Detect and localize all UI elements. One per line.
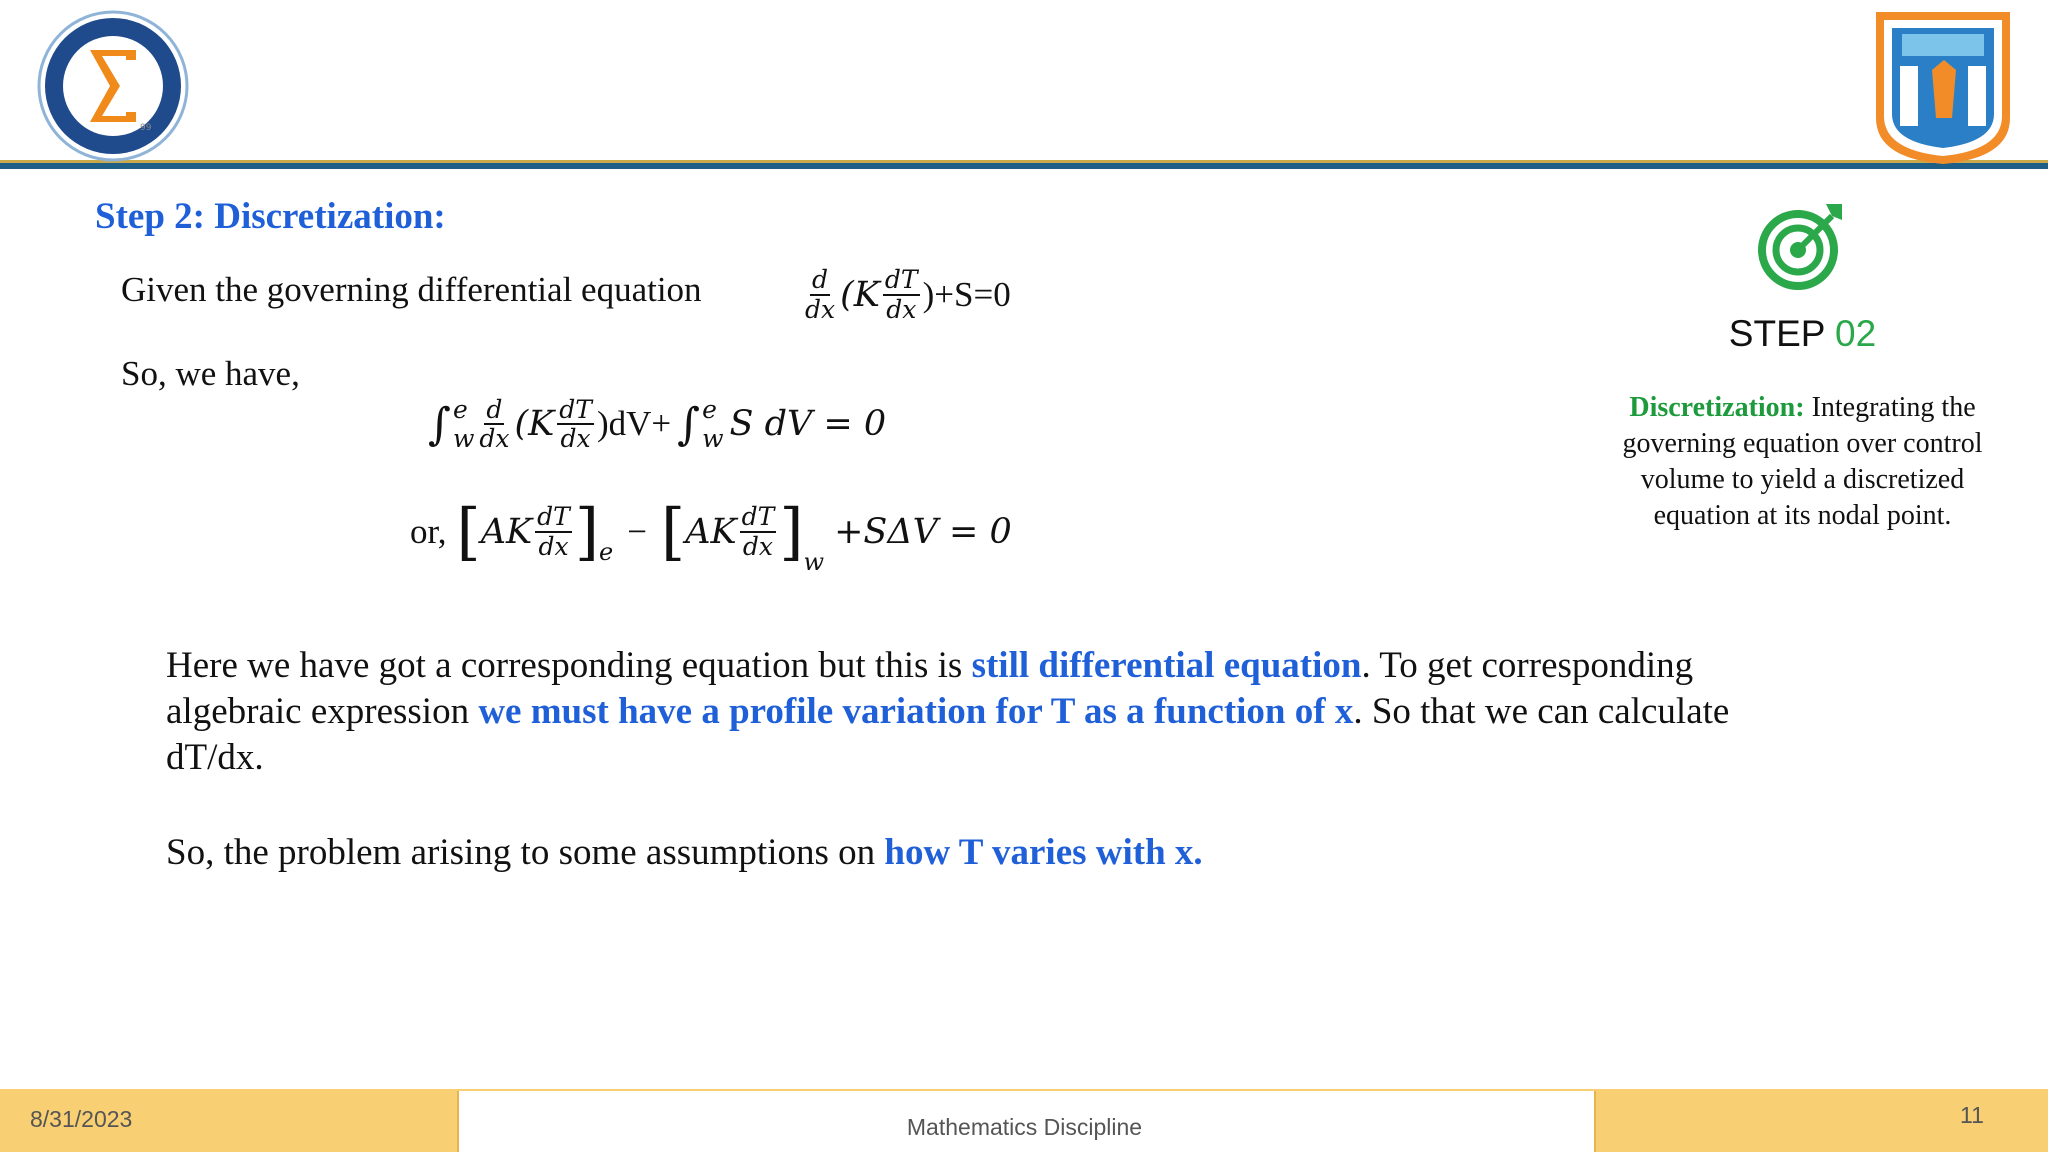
para2-text-a: So, the problem arising to some assumptions on	[166, 832, 885, 873]
step-number: 02	[1835, 313, 1877, 354]
page-number: 11	[1960, 1102, 1984, 1128]
integral-limits	[453, 395, 474, 453]
upper-limit: e	[452, 395, 468, 424]
integral-sign: ∫	[428, 398, 451, 450]
footer-title: Mathematics Discipline	[906, 1114, 1143, 1140]
eq1-frac-dT-dx: $\frac{dT}{dx}$	[559, 394, 592, 453]
right-bracket: ]	[574, 495, 600, 568]
left-bracket-2: [	[661, 495, 686, 568]
eq2-frac-dT-dx: $\frac{dT}{dx}$	[537, 502, 570, 561]
eq2-ak: AK	[480, 511, 533, 552]
para2-highlight-b: how T varies with x.	[884, 832, 1203, 873]
given-frac-dT-dx: $\frac{dT}{dx}$	[884, 265, 918, 324]
given-k: (K	[840, 274, 880, 315]
khulna-university-logo	[1872, 8, 2014, 166]
eq2-tail: +SΔV = 0	[834, 511, 1012, 552]
integral-sign-2: ∫	[677, 398, 701, 450]
step-word: STEP	[1728, 313, 1825, 354]
target-icon	[1758, 200, 1846, 290]
logo-number: 99	[140, 123, 152, 133]
desc-key: Discretization:	[1629, 392, 1805, 423]
eq1-frac-d-dx: $\frac{d}{dx}$	[479, 394, 510, 453]
desc-text: Integrating the governing equation over control volume to yield a discretized equation at its nodal point.	[1622, 392, 1983, 531]
lower-limit: w	[452, 424, 475, 453]
sub-e: e	[599, 538, 614, 566]
lower-limit-2: w	[702, 424, 724, 453]
governing-equation	[800, 266, 1011, 323]
eq2-minus: −	[627, 511, 647, 551]
given-tail: )+S=0	[922, 274, 1011, 314]
integral-limits-2	[702, 395, 723, 453]
eq2-or: or,	[410, 511, 447, 551]
para1-highlight-b: still differential equation	[971, 645, 1362, 686]
step-description	[1600, 390, 2005, 534]
eq1-tail: S dV = 0	[729, 404, 887, 444]
eq1-mid: )dV+	[596, 404, 672, 443]
mathematics-discipline-logo	[28, 8, 198, 163]
slide-title: Step 2: Discretization:	[95, 196, 446, 237]
assumption-paragraph	[166, 830, 1786, 876]
given-text: Given the governing differential equation	[121, 270, 702, 309]
bracket-equation	[410, 495, 1012, 576]
so-we-have: So, we have,	[121, 354, 300, 393]
integral-equation	[428, 395, 886, 453]
para1-text-e: . So that we can calculate dT/dx.	[166, 691, 1730, 778]
eq2-frac-dT-dx-2: $\frac{dT}{dx}$	[741, 502, 775, 561]
right-bracket-2: ]	[779, 495, 804, 568]
explanation-paragraph	[166, 643, 1786, 781]
given-frac-d-dx: $\frac{d}{dx}$	[805, 265, 836, 324]
eq2-ak-2: AK	[685, 511, 737, 552]
eq1-k: (K	[514, 404, 555, 444]
para1-text-c: . To get corresponding algebraic expression	[166, 645, 1694, 732]
upper-limit-2: e	[702, 395, 717, 424]
para1-text-a: Here we have got a corresponding equation but this is	[166, 645, 972, 686]
para1-highlight-d: we must have a profile variation for T as a function of x	[478, 691, 1354, 732]
slide-date: 8/31/2023	[30, 1106, 133, 1132]
step-label	[1690, 313, 1915, 355]
left-bracket: [	[456, 495, 481, 568]
header-divider	[0, 163, 2048, 169]
sub-w: w	[803, 548, 825, 576]
